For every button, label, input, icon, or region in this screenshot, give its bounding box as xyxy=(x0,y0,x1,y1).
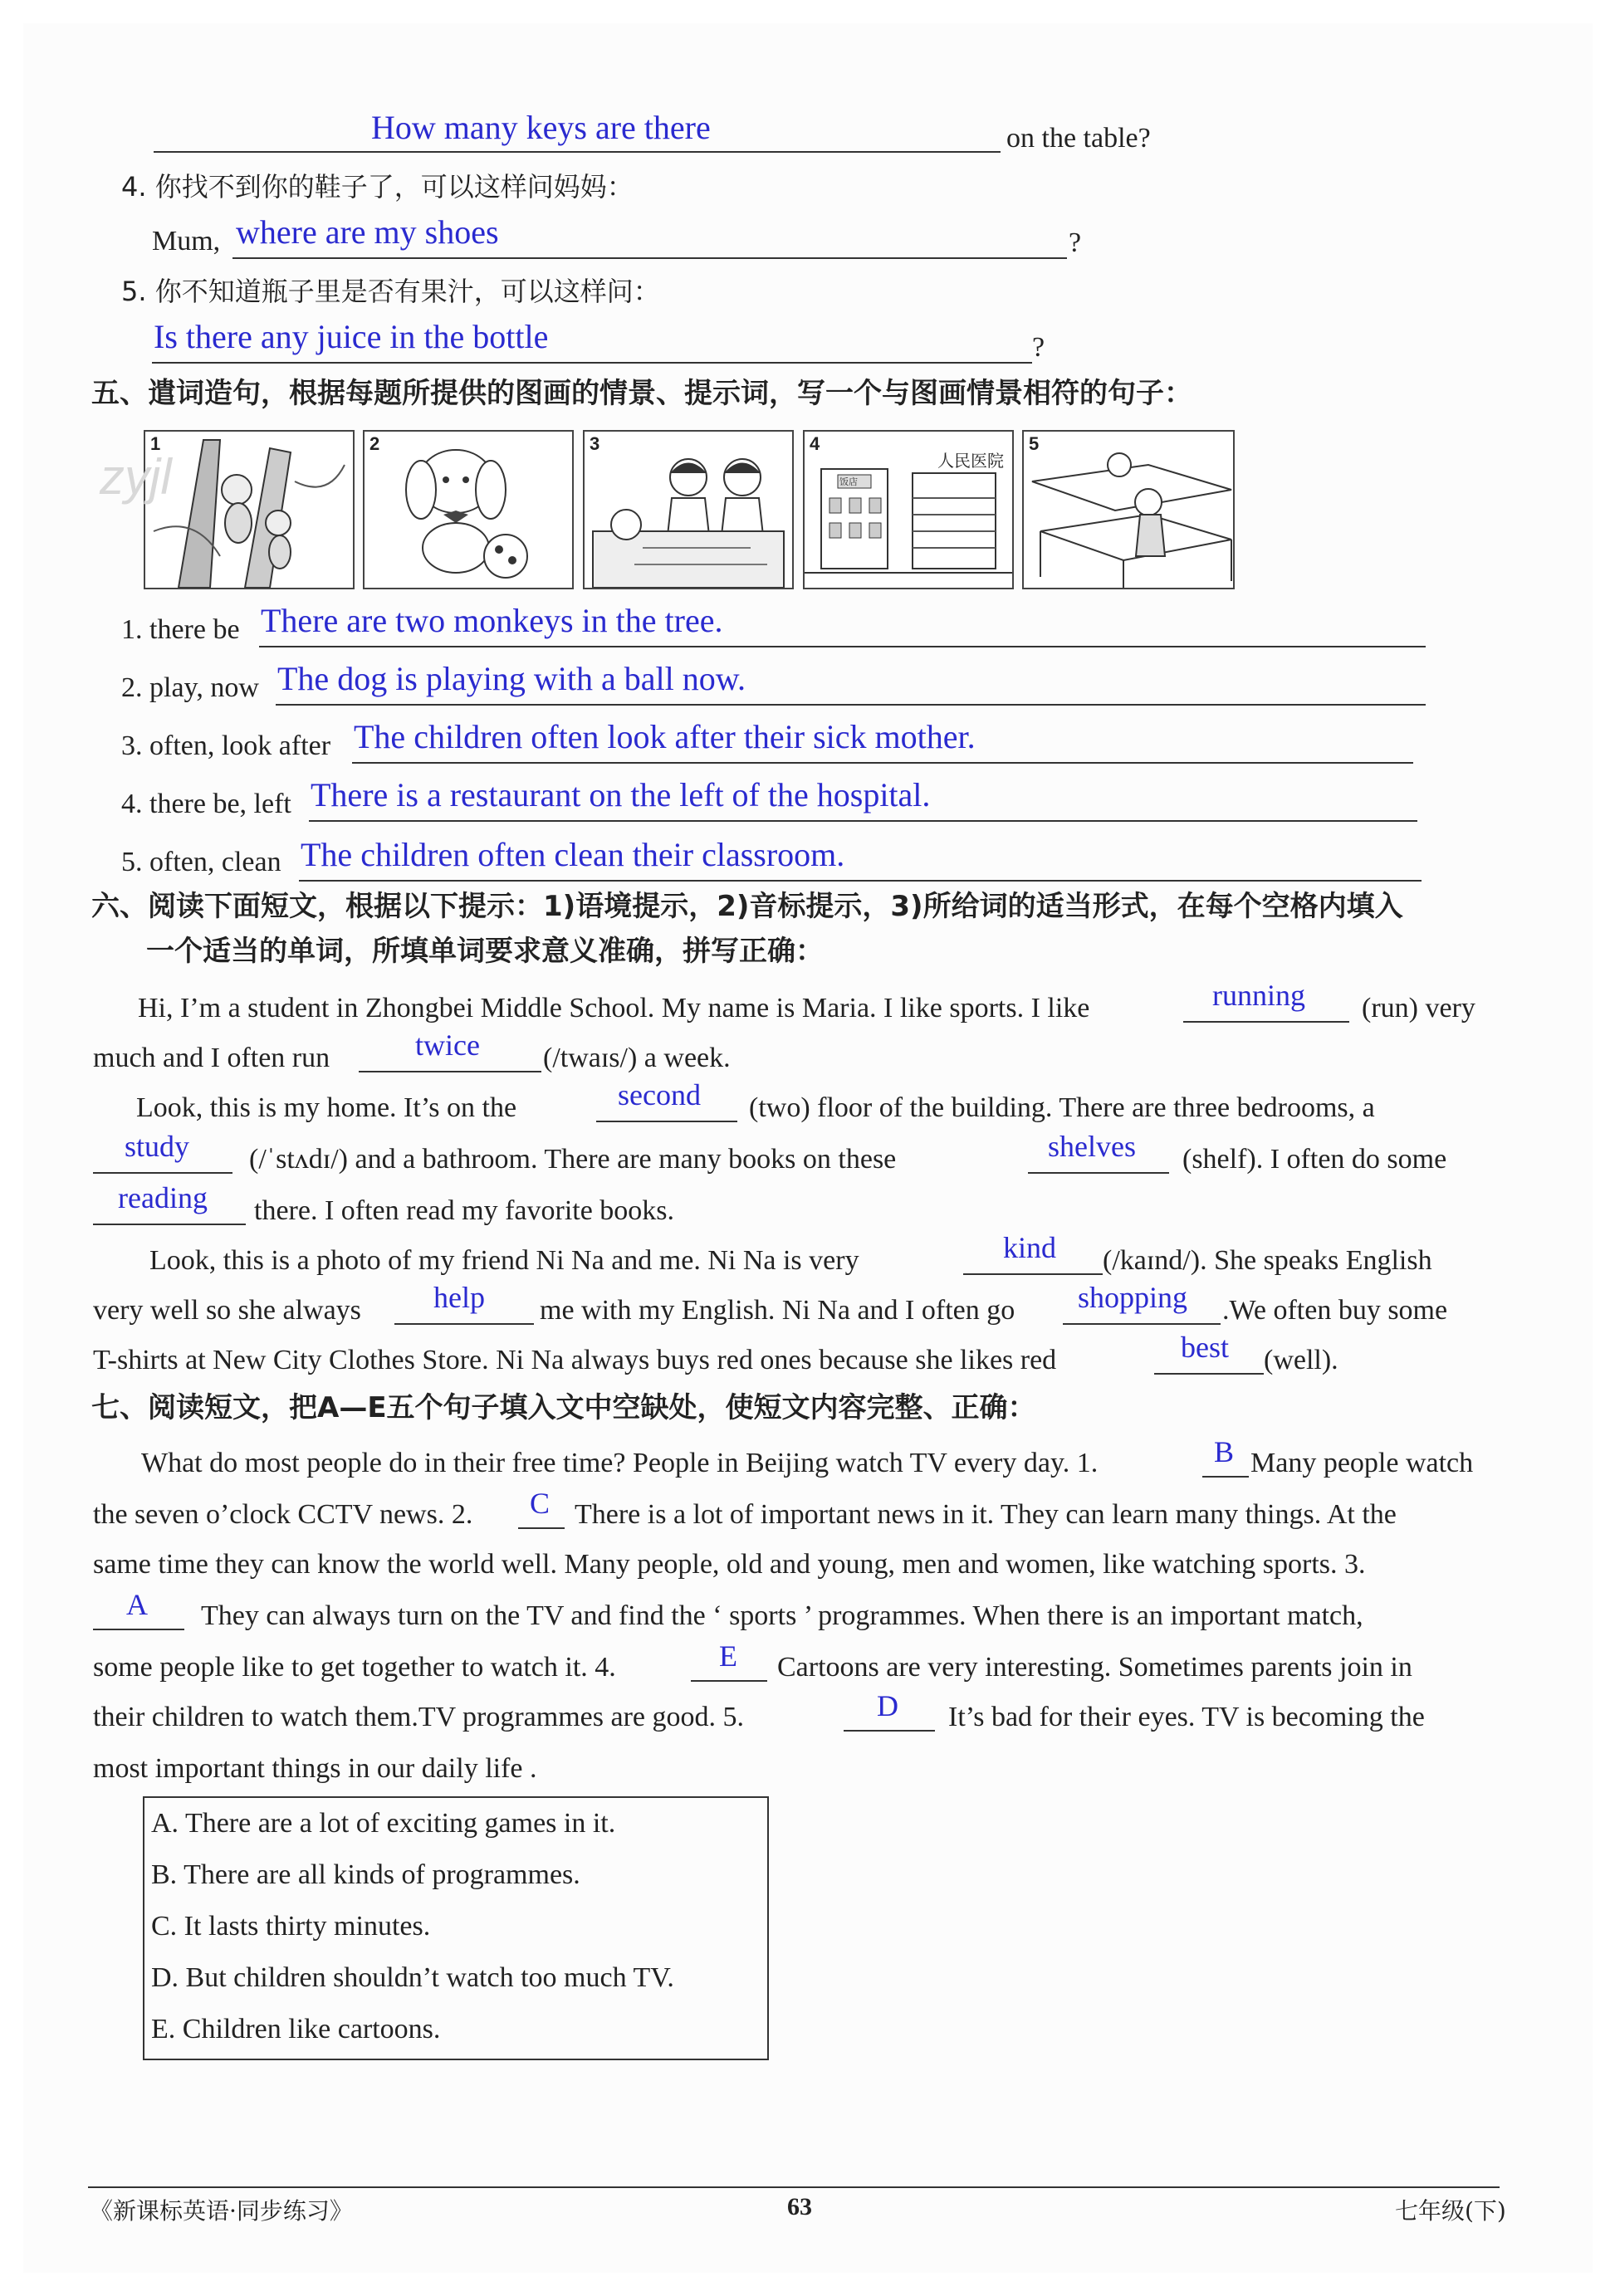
answer-q3: How many keys are there xyxy=(371,109,711,146)
s6-answer-4: study xyxy=(125,1130,190,1163)
s5-prompt-5: 5. often, clean xyxy=(121,847,281,877)
q4-prefix: Mum, xyxy=(152,226,221,256)
s6-text: .We often buy some xyxy=(1222,1295,1448,1326)
s6-text: much and I often run xyxy=(93,1043,330,1073)
s6-text: (/kaɪnd/). She speaks English xyxy=(1103,1245,1432,1276)
section5-title: 五、遣词造句，根据每题所提供的图画的情景、提示词，写一个与图画情景相符的句子： xyxy=(91,377,1192,410)
option-b: B. There are all kinds of programmes. xyxy=(151,1859,580,1890)
s7-answer-4: E xyxy=(719,1639,737,1673)
s7-answer-3: A xyxy=(126,1588,148,1621)
restaurant-hospital-icon xyxy=(805,432,1012,588)
section6-title-line2: 一个适当的单词，所填单词要求意义准确，拼写正确： xyxy=(146,935,824,968)
s6-answer-3: second xyxy=(618,1078,701,1111)
footer-grade: 七年级(下) xyxy=(1395,2197,1506,2225)
answer-line xyxy=(309,820,1417,822)
s7-text: They can always turn on the TV and find the ‘ sports ’ programmes. When there is an important match, xyxy=(201,1600,1363,1631)
q4-suffix: ? xyxy=(1069,227,1082,258)
children-caring-mother-icon xyxy=(585,432,792,588)
answer-line xyxy=(93,1629,184,1630)
s6-text: me with my English. Ni Na and I often go xyxy=(540,1295,1015,1326)
s7-text: most important things in our daily life . xyxy=(93,1753,537,1784)
s7-answer-5: D xyxy=(877,1689,898,1722)
s6-answer-7: kind xyxy=(1003,1231,1057,1264)
answer-line xyxy=(844,1730,935,1732)
s6-text: Look, this is my home. It’s on the xyxy=(136,1092,517,1123)
s6-text: (shelf). I often do some xyxy=(1182,1144,1447,1175)
picture-1 xyxy=(144,430,355,589)
footer-divider xyxy=(88,2186,1500,2188)
s6-answer-9: shopping xyxy=(1078,1281,1188,1314)
option-e: E. Children like cartoons. xyxy=(151,2014,441,2044)
s5-answer-3: The children often look after their sick mother. xyxy=(354,718,976,755)
s6-text: T-shirts at New City Clothes Store. Ni Na always buys red ones because she likes red xyxy=(93,1345,1057,1375)
option-a: A. There are a lot of exciting games in it. xyxy=(151,1808,616,1839)
s7-text: same time they can know the world well. Many people, old and young, men and women, like watching sports. 3. xyxy=(93,1549,1366,1580)
answer-line xyxy=(1063,1323,1221,1325)
answer-line xyxy=(93,1224,246,1225)
answer-line xyxy=(359,1071,541,1072)
s6-answer-6: reading xyxy=(118,1181,208,1214)
s5-answer-5: The children often clean their classroom. xyxy=(301,836,845,873)
answer-line xyxy=(276,704,1426,706)
picture-5 xyxy=(1022,430,1235,589)
answer-line xyxy=(352,762,1413,764)
answer-line xyxy=(1028,1172,1169,1174)
dog-with-ball-icon xyxy=(365,432,572,588)
s6-text: (/twaɪs/) a week. xyxy=(543,1043,731,1073)
s7-text: What do most people do in their free time? People in Beijing watch TV every day. 1. xyxy=(141,1448,1099,1478)
monkeys-in-tree-icon xyxy=(145,432,353,588)
picture-number: 2 xyxy=(369,433,380,454)
s5-prompt-4: 4. there be, left xyxy=(121,789,291,819)
s5-answer-2: The dog is playing with a ball now. xyxy=(277,660,746,697)
s6-text: there. I often read my favorite books. xyxy=(254,1195,675,1226)
answer-line xyxy=(518,1527,565,1529)
section6-title-line1: 六、阅读下面短文，根据以下提示：1)语境提示，2)音标提示，3)所给词的适当形式，在每个空格内填入 xyxy=(91,890,1403,923)
s5-prompt-1: 1. there be xyxy=(121,614,240,645)
s5-answer-1: There are two monkeys in the tree. xyxy=(261,602,723,639)
s7-text: Cartoons are very interesting. Sometimes parents join in xyxy=(777,1652,1412,1683)
answer-line xyxy=(394,1323,534,1325)
s6-text: (two) floor of the building. There are three bedrooms, a xyxy=(749,1092,1375,1123)
s5-prompt-3: 3. often, look after xyxy=(121,730,331,761)
page-number: 63 xyxy=(787,2193,812,2220)
s6-text: (/ˈstʌdɪ/) and a bathroom. There are many books on these xyxy=(249,1144,897,1175)
answer-line xyxy=(1202,1476,1249,1478)
option-c: C. It lasts thirty minutes. xyxy=(151,1911,431,1942)
s7-text: Many people watch xyxy=(1250,1448,1474,1478)
answer-line xyxy=(154,151,1001,153)
children-cleaning-classroom-icon xyxy=(1024,432,1233,588)
option-d: D. But children shouldn’t watch too much TV. xyxy=(151,1962,674,1993)
answer-line xyxy=(691,1680,767,1682)
s6-text: (run) very xyxy=(1362,993,1475,1023)
q3-suffix: on the table? xyxy=(1006,123,1151,154)
s5-answer-4: There is a restaurant on the left of the hospital. xyxy=(311,776,931,813)
s7-text: There is a lot of important news in it. They can learn many things. At the xyxy=(575,1499,1397,1530)
s6-answer-8: help xyxy=(433,1281,485,1314)
s6-answer-1: running xyxy=(1212,979,1305,1012)
footer-book-title: 《新课标英语·同步练习》 xyxy=(90,2197,353,2225)
s7-text: their children to watch them.TV programmes are good. 5. xyxy=(93,1702,744,1732)
answer-line xyxy=(596,1121,737,1122)
q4-prompt: 4. 你找不到你的鞋子了，可以这样问妈妈： xyxy=(121,171,634,203)
s6-text: Look, this is a photo of my friend Ni Na and me. Ni Na is very xyxy=(149,1245,859,1276)
picture-number: 3 xyxy=(590,433,600,454)
s7-answer-2: C xyxy=(530,1487,551,1520)
picture-number: 5 xyxy=(1029,433,1040,454)
s7-text: some people like to get together to watch it. 4. xyxy=(93,1652,616,1683)
answer-q5: Is there any juice in the bottle xyxy=(154,318,549,355)
s6-answer-2: twice xyxy=(415,1028,480,1062)
s5-prompt-2: 2. play, now xyxy=(121,672,259,703)
answer-line xyxy=(93,1172,232,1174)
s7-text: the seven o’clock CCTV news. 2. xyxy=(93,1499,473,1530)
q5-suffix: ? xyxy=(1032,332,1045,363)
s6-text: Hi, I’m a student in Zhongbei Middle School. My name is Maria. I like sports. I like xyxy=(138,993,1090,1023)
s6-answer-5: shelves xyxy=(1048,1130,1136,1163)
picture-2 xyxy=(363,430,574,589)
answer-line xyxy=(232,257,1067,259)
s6-answer-10: best xyxy=(1181,1331,1229,1364)
picture-4 xyxy=(803,430,1014,589)
s7-answer-1: B xyxy=(1214,1435,1235,1468)
picture-3 xyxy=(583,430,794,589)
answer-line xyxy=(963,1273,1103,1275)
s6-text: (well). xyxy=(1264,1345,1338,1375)
answer-line xyxy=(152,362,1032,364)
s7-text: It’s bad for their eyes. TV is becoming the xyxy=(948,1702,1425,1732)
restaurant-sign: 饭店 xyxy=(839,476,858,487)
answer-line xyxy=(1154,1373,1264,1375)
answer-line xyxy=(259,646,1426,647)
answer-line xyxy=(1183,1021,1349,1023)
watermark: zyjl xyxy=(100,449,172,505)
picture-number: 4 xyxy=(810,433,820,454)
answer-line xyxy=(299,880,1422,882)
q5-prompt: 5. 你不知道瓶子里是否有果汁，可以这样问： xyxy=(121,276,660,307)
s6-text: very well so she always xyxy=(93,1295,361,1326)
answer-q4: where are my shoes xyxy=(236,213,499,251)
hospital-sign: 人民医院 xyxy=(937,451,1004,471)
section7-title: 七、阅读短文，把A—E五个句子填入文中空缺处，使短文内容完整、正确： xyxy=(91,1391,1036,1424)
picture-number: 1 xyxy=(150,433,161,454)
